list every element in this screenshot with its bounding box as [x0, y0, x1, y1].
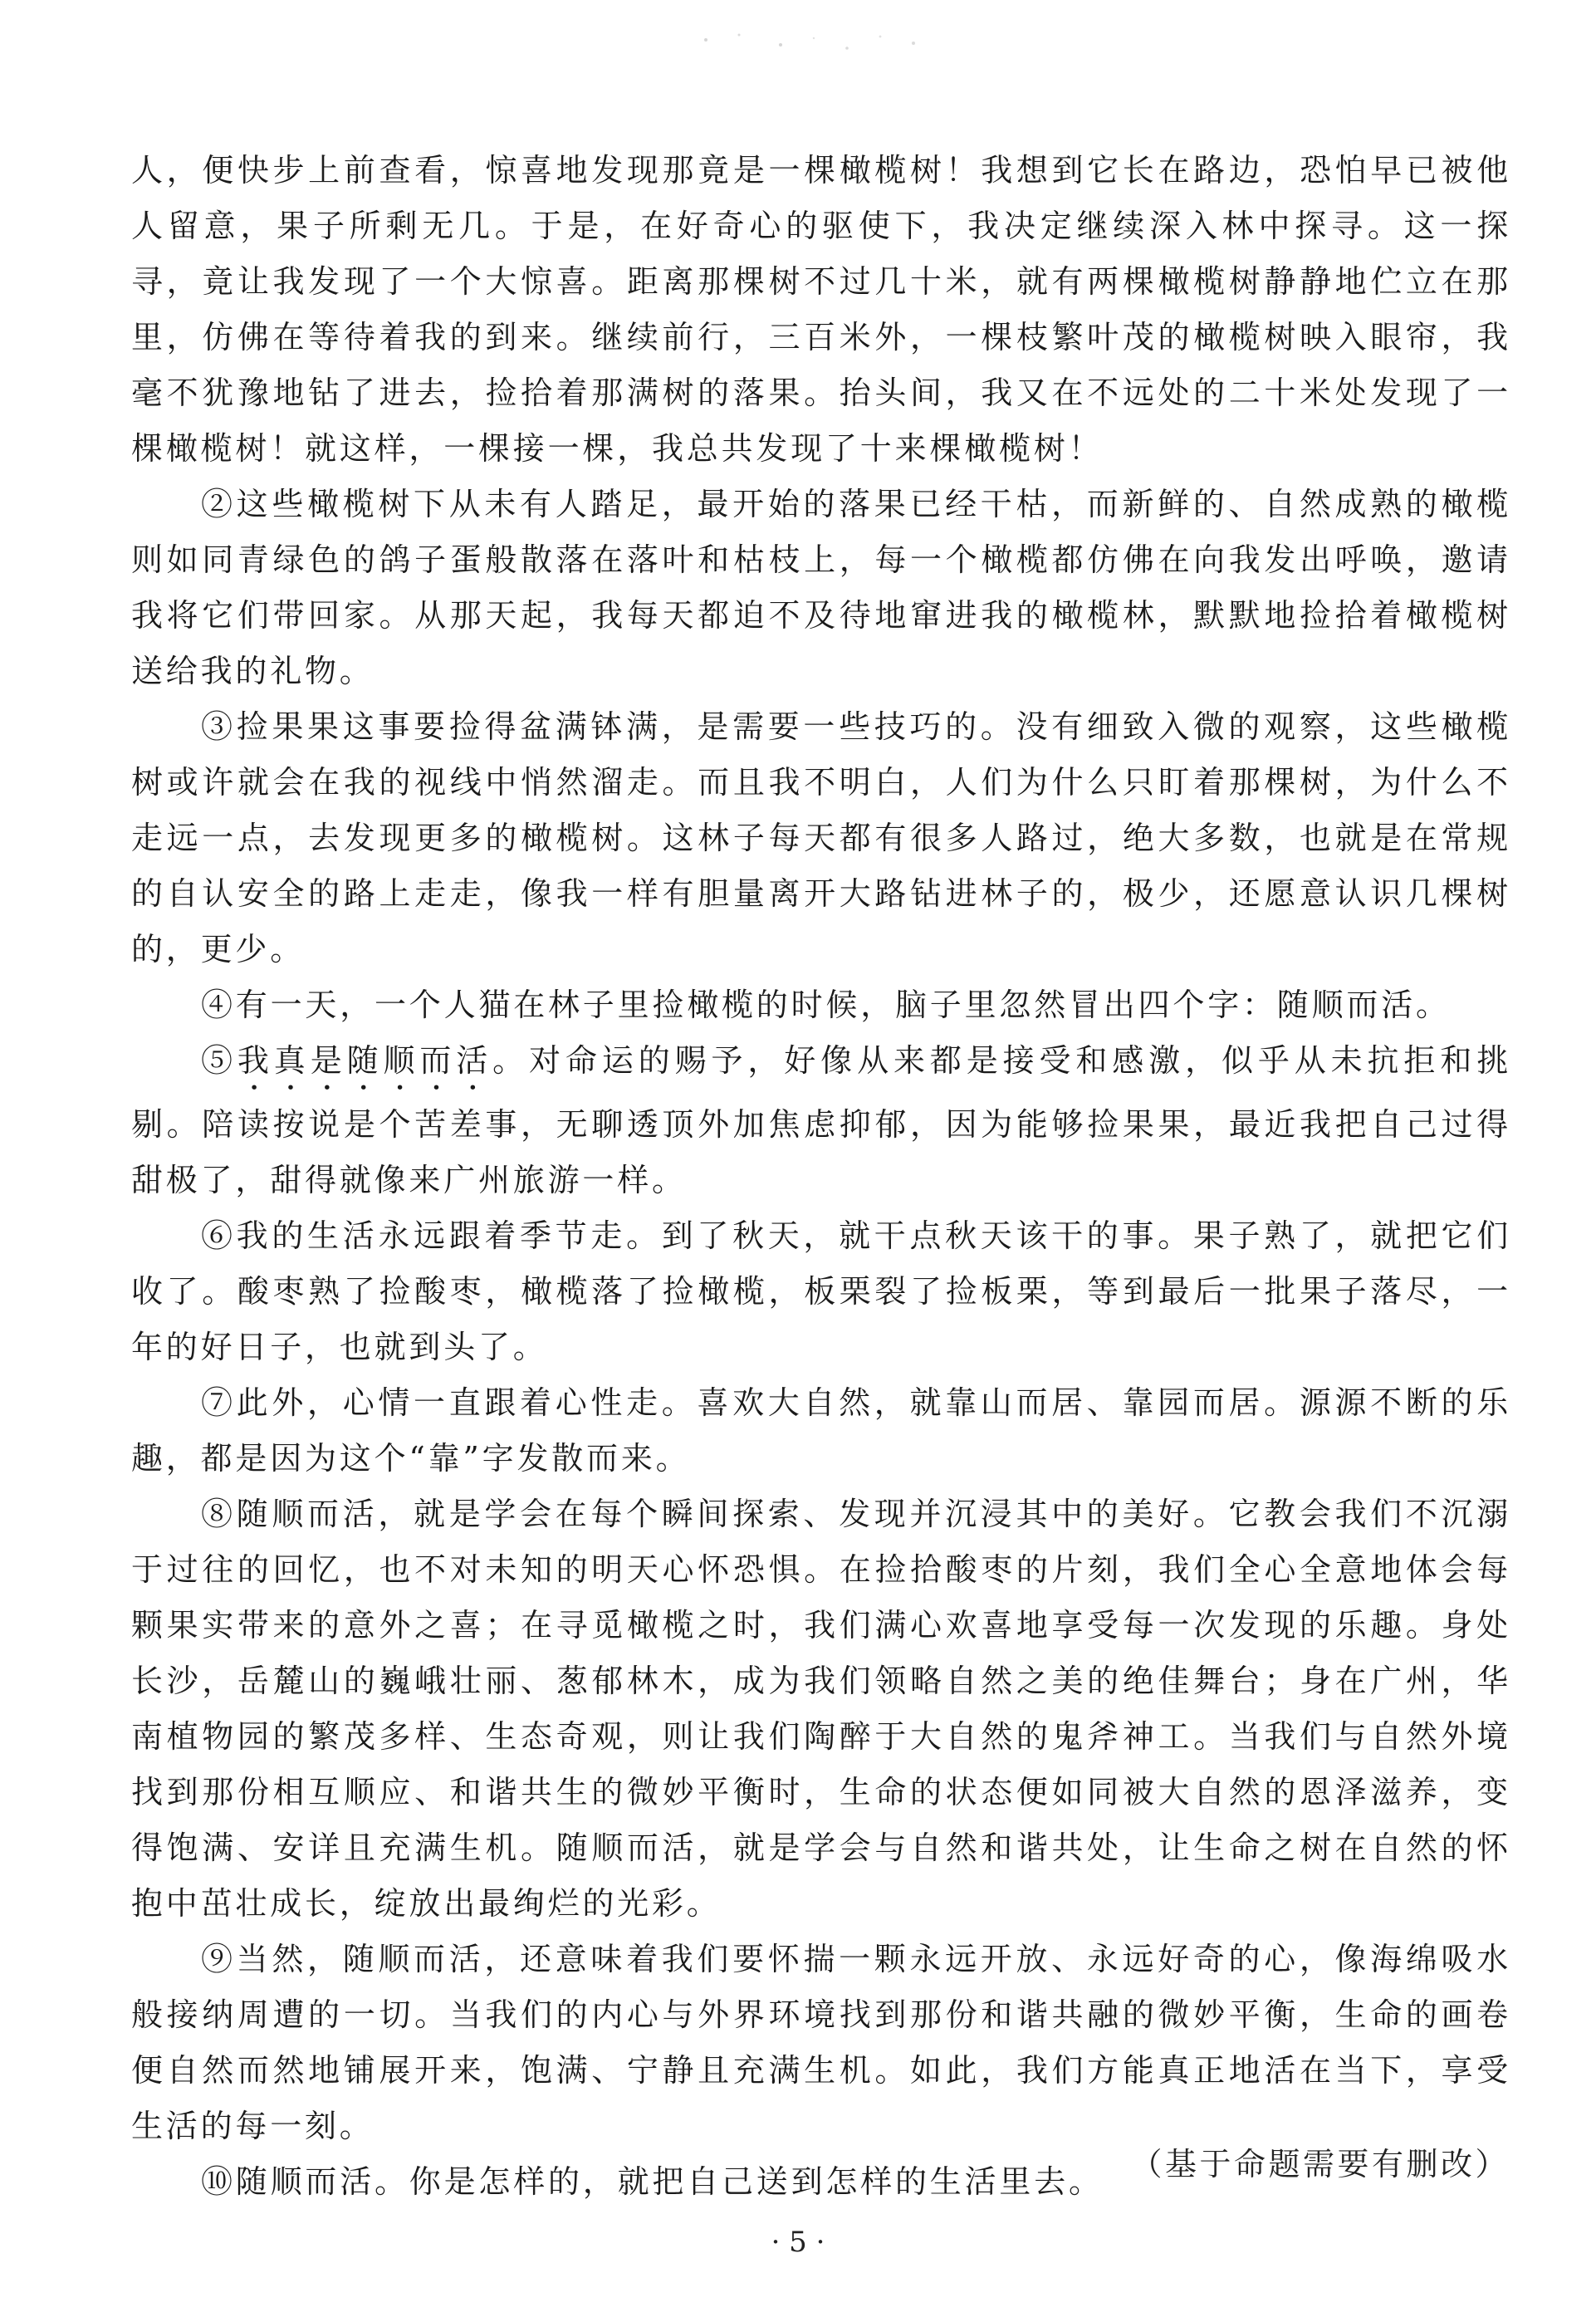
paragraph-10: ⑩随顺而活。你是怎样的，就把自己送到怎样的生活里去。 — [201, 2163, 1104, 2200]
paragraph-6: ⑥我的生活永远跟着季节走。到了秋天，就干点秋天该干的事。果子熟了，就把它们收了。酸枣熟了捡酸枣，橄榄落了捡橄榄，板栗裂了捡板栗，等到最后一批果子落尽，一年的好日子，也就到头了。 — [131, 1217, 1511, 1365]
paragraph-7: ⑦此外，心情一直跟着心性走。喜欢大自然，就靠山而居、靠园而居。源源不断的乐趣，都是因为这个“靠”字发散而来。 — [131, 1384, 1511, 1477]
paragraph-5-number: ⑤ — [201, 1042, 237, 1079]
article-body — [131, 143, 1511, 2210]
paragraph-9: ⑨当然，随顺而活，还意味着我们要怀揣一颗永远开放、永远好奇的心，像海绵吸水般接纳周遭的一切。当我们的内心与外界环境找到那份和谐共融的微妙平衡，生命的画卷便自然而然地铺展开来，饱满、宁静且充满生机。如此，我们方能真正地活在当下，享受生活的每一刻。 — [131, 1941, 1511, 2144]
emphasized-phrase: 我真是随顺而活 — [237, 1042, 493, 1079]
paragraph-2: ②这些橄榄树下从未有人踏足，最开始的落果已经干枯，而新鲜的、自然成熟的橄榄则如同青绿色的鸽子蛋般散落在落叶和枯枝上，每一个橄榄都仿佛在向我发出呼唤，邀请我将它们带回家。从那天起，我每天都迫不及待地窜进我的橄榄林，默默地捡拾着橄榄树送给我的礼物。 — [131, 486, 1511, 689]
paragraph-8: ⑧随顺而活，就是学会在每个瞬间探索、发现并沉浸其中的美好。它教会我们不沉溺于过往的回忆，也不对未知的明天心怀恐惧。在捡拾酸枣的片刻，我们全心全意地体会每颗果实带来的意外之喜；在寻觅橄榄之时，我们满心欢喜地享受每一次发现的乐趣。身处长沙，岳麓山的巍峨壮丽、葱郁林木，成为我们领略自然之美的绝佳舞台；身在广州，华南植物园的繁茂多样、生态奇观，则让我们陶醉于大自然的鬼斧神工。当我们与自然外境找到那份相互顺应、和谐共生的微妙平衡时，生命的状态便如同被大自然的恩泽滋养，变得饱满、安详且充满生机。随顺而活，就是学会与自然和谐共处，让生命之树在自然的怀抱中茁壮成长，绽放出最绚烂的光彩。 — [131, 1496, 1511, 1922]
paragraph-1-continuation: 人，便快步上前查看，惊喜地发现那竟是一棵橄榄树！我想到它长在路边，恐怕早已被他人留意，果子所剩无几。于是，在好奇心的驱使下，我决定继续深入林中探寻。这一探寻，竟让我发现了一个大惊喜。距离那棵树不过几十米，就有两棵橄榄树静静地伫立在那里，仿佛在等待着我的到来。继续前行，三百米外，一棵枝繁叶茂的橄榄树映入眼帘，我毫不犹豫地钻了进去，捡拾着那满树的落果。抬头间，我又在不远处的二十米处发现了一棵橄榄树！就这样，一棵接一棵，我总共发现了十来棵橄榄树！ — [131, 152, 1511, 467]
paragraph-5-text: 。对命运的赐予，好像从来都是接受和感激，似乎从未抗拒和挑剔。陪读按说是个苦差事，无聊透顶外加焦虑抑郁，因为能够捡果果，最近我把自己过得甜极了，甜得就像来广州旅游一样。 — [131, 1042, 1512, 1198]
paragraph-3: ③捡果果这事要捡得盆满钵满，是需要一些技巧的。没有细致入微的观察，这些橄榄树或许就会在我的视线中悄然溜走。而且我不明白，人们为什么只盯着那棵树，为什么不走远一点，去发现更多的橄榄树。这林子每天都有很多人路过，绝大多数，也就是在常规的自认安全的路上走走，像我一样有胆量离开大路钻进林子的，极少，还愿意认识几棵树的，更少。 — [131, 708, 1511, 967]
source-note: （基于命题需要有删改） — [1130, 2146, 1510, 2182]
paragraph-5 — [131, 1033, 1511, 1208]
scan-noise-mark — [681, 23, 947, 65]
page-number: · 5 · — [771, 2226, 825, 2259]
paragraph-4: ④有一天，一个人猫在林子里捡橄榄的时候，脑子里忽然冒出四个字：随顺而活。 — [201, 987, 1451, 1023]
